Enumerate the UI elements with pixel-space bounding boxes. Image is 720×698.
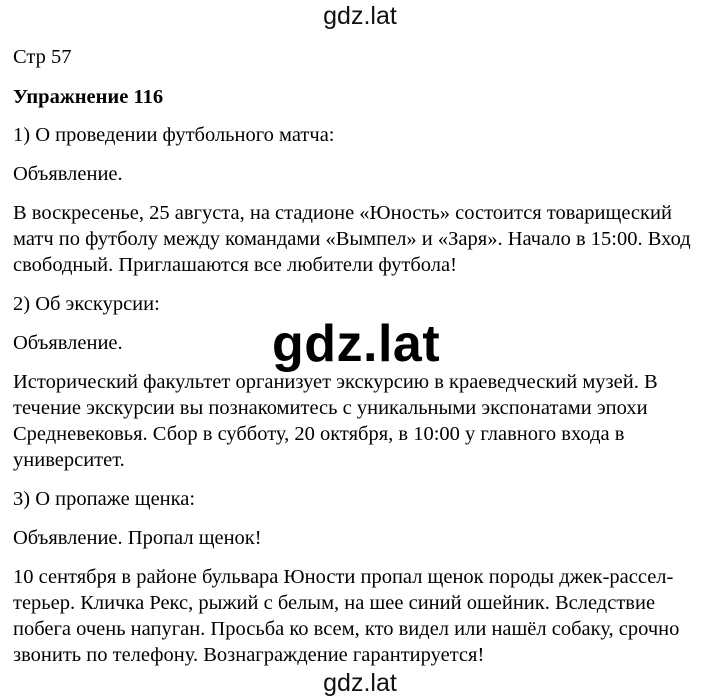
section-2-text [13,369,713,473]
section-3-line: побега очень напуган. Просьба ко всем, кто видел или нашёл собаку, срочно [13,618,680,640]
section-1-line: матч по футболу между командами «Вымпел» и «Заря». Начало в 15:00. Вход [13,228,691,250]
section-1-announcement: Объявление. [13,163,123,185]
section-2-line: университет. [13,449,125,471]
section-3-line: терьер. Кличка Рекс, рыжий с белым, на шее синий ошейник. Вследствие [13,592,656,614]
section-2-line: течение экскурсии вы познакомитесь с уникальными экспонатами эпохи [13,397,648,419]
section-2-line: Средневековья. Сбор в субботу, 20 октября, в 10:00 у главного входа в [13,423,625,445]
section-1-title: 1) О проведении футбольного матча: [13,124,335,146]
section-3-title: 3) О пропаже щенка: [13,488,196,510]
section-1-line: свободный. Приглашаются все любители футбола! [13,254,457,276]
section-3-announcement: Объявление. Пропал щенок! [13,527,262,549]
section-1-text [13,200,713,278]
exercise-heading: Упражнение 116 [13,86,164,108]
section-2-line: Исторический факультет организует экскурсию в краеведческий музей. В [13,371,658,393]
section-3-line: звонить по телефону. Вознаграждение гарантируется! [13,644,485,666]
watermark-top: gdz.lat [323,2,397,30]
section-3-line: 10 сентября в районе бульвара Юности пропал щенок породы джек-рассел- [13,566,674,588]
page-reference: Стр 57 [13,46,72,68]
section-2-title: 2) Об экскурсии: [13,293,160,315]
section-2-announcement: Объявление. [13,332,123,354]
watermark-bottom: gdz.lat [323,669,397,697]
section-1-line: В воскресенье, 25 августа, на стадионе «Юность» состоится товарищеский [13,202,672,224]
watermark-center: gdz.lat [272,315,441,373]
section-3-text [13,564,713,668]
